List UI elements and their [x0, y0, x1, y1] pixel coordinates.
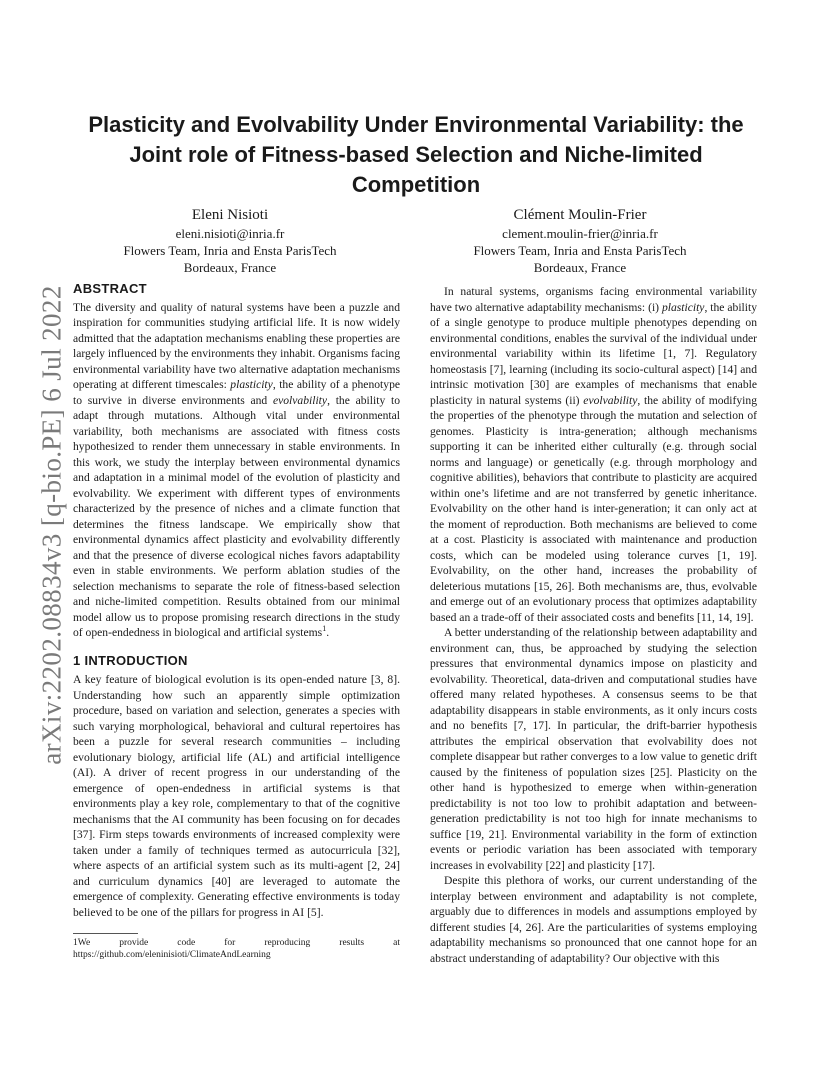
intro-paragraph-1: A key feature of biological evolution is its open-ended nature [3, 8]. Understanding how such an apparently simple optimization procedure, based on variation and selection, generates a species with such varying morphological, behavioral and cultural repertoires has been a puzzle for several research communities – including evolutionary biology, artificial life (AL) and artificial intelligence (AI). A driver of recent progress in our understanding of the emergence of open-endedness in artificial systems is that environments play a key role, complementary to that of the cognitive mechanisms that the AI community has been focusing on for decades [37]. Firm steps towards environments of increased complexity were taken under a family of techniques termed as autocurricula [32], where aspects of an artificial system such as its multi-agent [2, 24] and curriculum dynamics [40] are leveraged to automate the emergence of complexity. Generating effective environments is today believed to be one of the pillars for progress in AI [5]. — [73, 673, 400, 919]
right-column — [430, 284, 757, 966]
author-affiliation: Flowers Team, Inria and Ensta ParisTech — [123, 243, 337, 258]
left-column — [73, 281, 400, 920]
term-evolvability: evolvability — [272, 393, 328, 407]
footnote-mark: 1 — [322, 624, 327, 634]
arxiv-stamp: arXiv:2202.08834v3 [q-bio.PE] 6 Jul 2022 — [36, 285, 67, 765]
author-block-1 — [80, 205, 380, 276]
abstract-text: The diversity and quality of natural systems have been a puzzle and inspiration for communities studying artificial life. It is now widely admitted that the adaptation mechanisms enabling these properties are largely influenced by the environments they inhabit. Organisms facing environmental variability have two alternative adaptation mechanisms operating at different timescales: plasticity, the ability of a phenotype to survive in diverse environments and evolvability, the ability to adapt through mutations. Although vital under environmental variability, both mechanisms are associated with fitness costs hypothesized to render them unnecessary in stable environments. In this work, we study the interplay between environmental dynamics and adaptation in a minimal model of the evolution of plasticity and evolvability. We experiment with different types of environments characterized by the presence of niches and a climate function that determines the fitness landscape. We empirically show that environmental dynamics affect plasticity and evolvability differently and that the presence of diverse ecological niches favors adaptability even in stable environments. We perform ablation studies of the selection mechanisms to separate the role of fitness-based selection and niche-limited competition. Results obtained from our minimal model allow us to propose promising research directions in the study of open-endedness in biological and artificial systems$^1$. — [73, 300, 401, 639]
author-name: Eleni Nisioti — [191, 207, 269, 223]
right-paragraph-1: In natural systems, organisms facing environmental variability have two alternative adaptability mechanisms: (i) plasticity, the ability of a single genotype to produce multiple phenotypes depending on environmental conditions, enables the survival of the individual under environmental variability within its lifetime [1, 7]. Regulatory homeostasis [7], learning (including its socio-cultural aspect) [14] and intrinsic motivation [30] are examples of mechanisms that enable plasticity in natural systems (ii) evolvability, the ability of modifying the properties of the phenotype through the mutation and selection of genomes. Plasticity is intra-generation; although mechanisms supporting it can be inherited either culturally (e.g. through social norms and language) or genetically (e.g. through morphology and cognitive abilities), behaviors that contribute to plasticity are acquired within one’s lifetime and are not transferred by genetic inheritance. Evolvability on the other hand is inter-generation; it can only act at the moment of reproduction. Both mechanisms are believed to come at a cost. Plasticity is associated with maintenance and production costs, which can be modeled using tolerance curves [1, 19]. Evolvability, on the other hand, increases the probability of deleterious mutations [15, 26]. Both mechanisms are, thus, evolvable and emerge out of an evolutionary process that optimizes adaptability based an a trade-off of their associated costs and benefits [11, 14, 19]. — [430, 285, 758, 624]
right-paragraph-3: Despite this plethora of works, our current understanding of the interplay between environment and adaptability is not complete, arguably due to differences in models and assumptions employed by different studies [4, 26]. Are the particularities of systems employing adaptability mechanisms so pronounced that one cannot hope for an abstract understanding of adaptability? Our objective with this — [430, 874, 757, 965]
author-block-2 — [430, 205, 730, 276]
author-email: eleni.nisioti@inria.fr — [175, 226, 285, 241]
introduction-heading: 1 INTRODUCTION — [73, 652, 188, 668]
right-paragraph-2: A better understanding of the relationship between adaptability and environment can, thus, be approached by studying the selection pressures that environmental dynamics impose on plasticity and evolvability. Theoretical, data-driven and computational studies have offered many related hypotheses. A consensus seems to be that adaptability disappears in stable environments, as it only incurs costs and no benefits [7, 17]. In particular, the drift-barrier hypothesis attributes the empirical observation that evolvability does not complete disappear but rather converges to a low value to genetic drift caused by the finiteness of population sizes [25]. Plasticity on the other hand is hypothesized to emerge when within-generation predictability is not too low to prohibit adaptation and between-generation predictability is not too high for innate mechanisms to suffice [19, 21]. Environmental variability in the form of extinction events or periodic variation has been associated with temporary increases in evolvability [22] and plasticity [17]. — [430, 626, 757, 872]
author-affiliation: Flowers Team, Inria and Ensta ParisTech — [473, 243, 687, 258]
author-email: clement.moulin-frier@inria.fr — [502, 226, 658, 241]
author-name: Clément Moulin-Frier — [513, 207, 647, 223]
footnote: 1We provide code for reproducing results at https://github.com/eleninisioti/ClimateAndLearning — [73, 938, 400, 960]
author-location: Bordeaux, France — [183, 260, 277, 275]
paper-title: Plasticity and Evolvability Under Environmental Variability: the Joint role of Fitness-based Selection and Niche-limited Competition — [88, 112, 744, 197]
footnote-rule — [73, 933, 138, 934]
term-plasticity: plasticity — [230, 378, 273, 391]
author-location: Bordeaux, France — [533, 260, 627, 275]
abstract-heading: ABSTRACT — [73, 281, 147, 296]
